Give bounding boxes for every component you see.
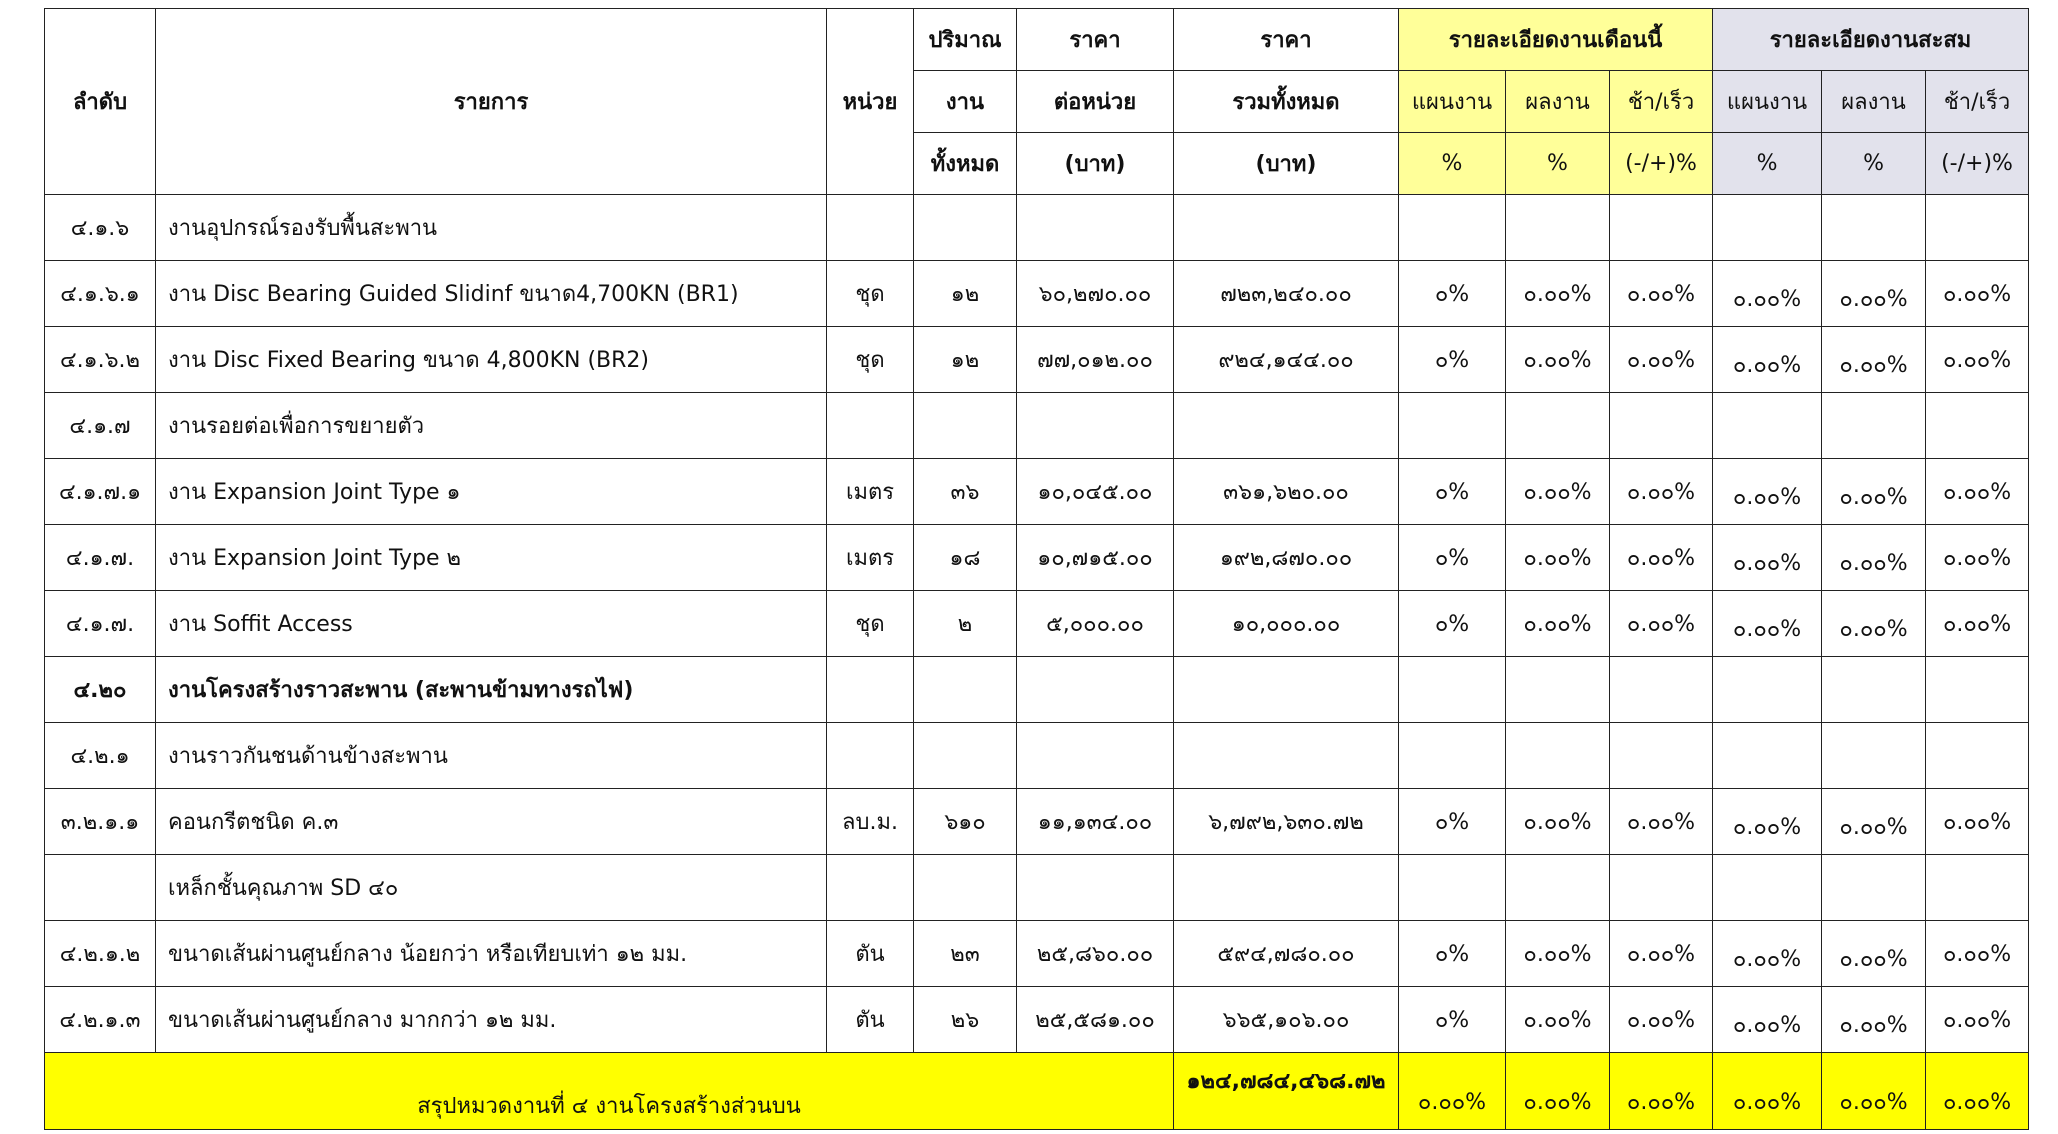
cell-unit-price: ๑๐,๐๔๕.๐๐ bbox=[1017, 459, 1174, 525]
cell-month-plan: ๐% bbox=[1399, 789, 1506, 855]
header-item: รายการ bbox=[156, 9, 827, 195]
cell-month-result: ๐.๐๐% bbox=[1506, 987, 1610, 1053]
cell-month-diff: ๐.๐๐% bbox=[1610, 327, 1713, 393]
cell-seq: ๔.๒๐ bbox=[45, 657, 156, 723]
summary-month-plan: ๐.๐๐% bbox=[1399, 1053, 1506, 1130]
cell-item: งานราวกันชนด้านข้างสะพาน bbox=[156, 723, 827, 789]
cell-cum-diff: ๐.๐๐% bbox=[1926, 261, 2029, 327]
cell-month-result: ๐.๐๐% bbox=[1506, 525, 1610, 591]
cell-month-diff: ๐.๐๐% bbox=[1610, 261, 1713, 327]
header-seq: ลำดับ bbox=[45, 9, 156, 195]
cell-cum-plan bbox=[1713, 723, 1822, 789]
cell-month-plan: ๐% bbox=[1399, 921, 1506, 987]
header-unit-price-line2: ต่อหน่วย bbox=[1017, 71, 1174, 133]
cell-cum-result: ๐.๐๐% bbox=[1822, 591, 1926, 657]
cell-month-result bbox=[1506, 195, 1610, 261]
cell-unit-price: ๖๐,๒๗๐.๐๐ bbox=[1017, 261, 1174, 327]
cell-cum-diff bbox=[1926, 657, 2029, 723]
header-month-diff-unit: (-/+)% bbox=[1610, 133, 1713, 195]
header-cum-diff-unit: (-/+)% bbox=[1926, 133, 2029, 195]
cell-unit bbox=[827, 195, 914, 261]
cell-unit bbox=[827, 393, 914, 459]
cell-qty: ๖๑๐ bbox=[914, 789, 1017, 855]
cell-cum-diff bbox=[1926, 723, 2029, 789]
cell-cum-plan: ๐.๐๐% bbox=[1713, 789, 1822, 855]
cell-month-plan: ๐% bbox=[1399, 261, 1506, 327]
summary-label: สรุปหมวดงานที่ ๔ งานโครงสร้างส่วนบน bbox=[45, 1053, 1174, 1130]
cell-month-plan: ๐% bbox=[1399, 525, 1506, 591]
cell-seq: ๔.๑.๗.๑ bbox=[45, 459, 156, 525]
cell-total bbox=[1174, 855, 1399, 921]
table-row bbox=[45, 657, 2029, 723]
cell-month-result: ๐.๐๐% bbox=[1506, 261, 1610, 327]
cell-unit-price bbox=[1017, 855, 1174, 921]
cell-unit-price: ๑๐,๗๑๕.๐๐ bbox=[1017, 525, 1174, 591]
cell-unit: ชุด bbox=[827, 327, 914, 393]
cell-cum-plan bbox=[1713, 855, 1822, 921]
cell-unit-price: ๒๕,๘๖๐.๐๐ bbox=[1017, 921, 1174, 987]
cell-item: งาน Expansion Joint Type ๒ bbox=[156, 525, 827, 591]
cell-unit: เมตร bbox=[827, 525, 914, 591]
cell-qty: ๒๖ bbox=[914, 987, 1017, 1053]
cell-cum-diff: ๐.๐๐% bbox=[1926, 789, 2029, 855]
summary-total: ๑๒๔,๗๘๔,๔๖๘.๗๒ bbox=[1174, 1053, 1399, 1130]
cell-item: งานโครงสร้างราวสะพาน (สะพานข้ามทางรถไฟ) bbox=[156, 657, 827, 723]
cell-qty: ๓๖ bbox=[914, 459, 1017, 525]
summary-row bbox=[45, 1053, 2029, 1130]
cell-cum-diff: ๐.๐๐% bbox=[1926, 987, 2029, 1053]
cell-cum-plan: ๐.๐๐% bbox=[1713, 525, 1822, 591]
cell-total: ๑๐,๐๐๐.๐๐ bbox=[1174, 591, 1399, 657]
summary-cum-plan: ๐.๐๐% bbox=[1713, 1053, 1822, 1130]
cell-total bbox=[1174, 393, 1399, 459]
cell-cum-result bbox=[1822, 393, 1926, 459]
cell-cum-plan: ๐.๐๐% bbox=[1713, 591, 1822, 657]
header-month-diff: ช้า/เร็ว bbox=[1610, 71, 1713, 133]
table-body bbox=[45, 195, 2029, 1053]
header-month-plan-unit: % bbox=[1399, 133, 1506, 195]
cell-cum-result: ๐.๐๐% bbox=[1822, 789, 1926, 855]
cell-month-plan bbox=[1399, 723, 1506, 789]
header-total-price-line1: ราคา bbox=[1174, 9, 1399, 71]
table-row bbox=[45, 789, 2029, 855]
cell-cum-diff bbox=[1926, 855, 2029, 921]
cell-month-diff: ๐.๐๐% bbox=[1610, 789, 1713, 855]
header-total-price-line2: รวมทั้งหมด bbox=[1174, 71, 1399, 133]
header-unit: หน่วย bbox=[827, 9, 914, 195]
table-row bbox=[45, 195, 2029, 261]
table-row bbox=[45, 525, 2029, 591]
cell-unit bbox=[827, 723, 914, 789]
cell-cum-diff: ๐.๐๐% bbox=[1926, 591, 2029, 657]
header-qty-line3: ทั้งหมด bbox=[914, 133, 1017, 195]
cell-unit-price bbox=[1017, 723, 1174, 789]
cell-month-result: ๐.๐๐% bbox=[1506, 459, 1610, 525]
cell-qty: ๒๓ bbox=[914, 921, 1017, 987]
cell-item: งาน Disc Bearing Guided Slidinf ขนาด4,700KN (BR1) bbox=[156, 261, 827, 327]
cell-cum-plan bbox=[1713, 657, 1822, 723]
cell-cum-plan: ๐.๐๐% bbox=[1713, 987, 1822, 1053]
cell-month-result bbox=[1506, 657, 1610, 723]
summary-month-result: ๐.๐๐% bbox=[1506, 1053, 1610, 1130]
table-header bbox=[45, 9, 2029, 195]
cell-item: งานอุปกรณ์รองรับพื้นสะพาน bbox=[156, 195, 827, 261]
cell-item: เหล็กชั้นคุณภาพ SD ๔๐ bbox=[156, 855, 827, 921]
cell-qty: ๒ bbox=[914, 591, 1017, 657]
cell-unit bbox=[827, 657, 914, 723]
summary-cum-result: ๐.๐๐% bbox=[1822, 1053, 1926, 1130]
cell-month-diff: ๐.๐๐% bbox=[1610, 921, 1713, 987]
cell-seq: ๔.๑.๗. bbox=[45, 525, 156, 591]
cell-month-result bbox=[1506, 723, 1610, 789]
table-row bbox=[45, 723, 2029, 789]
cell-unit: ชุด bbox=[827, 261, 914, 327]
header-qty-line1: ปริมาณ bbox=[914, 9, 1017, 71]
table-row bbox=[45, 261, 2029, 327]
cell-total: ๓๖๑,๖๒๐.๐๐ bbox=[1174, 459, 1399, 525]
table-row bbox=[45, 459, 2029, 525]
header-month-plan: แผนงาน bbox=[1399, 71, 1506, 133]
cell-unit: ตัน bbox=[827, 987, 914, 1053]
cell-month-result: ๐.๐๐% bbox=[1506, 921, 1610, 987]
cell-cum-plan bbox=[1713, 393, 1822, 459]
cell-cum-result: ๐.๐๐% bbox=[1822, 459, 1926, 525]
cell-qty: ๑๘ bbox=[914, 525, 1017, 591]
progress-report-table bbox=[44, 8, 2029, 1130]
cell-total bbox=[1174, 723, 1399, 789]
cell-month-diff bbox=[1610, 393, 1713, 459]
table-row bbox=[45, 393, 2029, 459]
cell-cum-diff: ๐.๐๐% bbox=[1926, 459, 2029, 525]
cell-month-diff bbox=[1610, 855, 1713, 921]
table-row bbox=[45, 591, 2029, 657]
cell-total: ๑๙๒,๘๗๐.๐๐ bbox=[1174, 525, 1399, 591]
cell-cum-result bbox=[1822, 657, 1926, 723]
cell-total bbox=[1174, 195, 1399, 261]
cell-month-plan bbox=[1399, 393, 1506, 459]
cell-unit-price bbox=[1017, 657, 1174, 723]
cell-month-result bbox=[1506, 393, 1610, 459]
cell-seq: ๔.๑.๗ bbox=[45, 393, 156, 459]
cell-cum-plan: ๐.๐๐% bbox=[1713, 459, 1822, 525]
summary-cum-diff: ๐.๐๐% bbox=[1926, 1053, 2029, 1130]
cell-cum-diff: ๐.๐๐% bbox=[1926, 327, 2029, 393]
cell-seq: ๔.๒.๑.๒ bbox=[45, 921, 156, 987]
cell-month-plan: ๐% bbox=[1399, 987, 1506, 1053]
cell-month-diff bbox=[1610, 723, 1713, 789]
cell-item: คอนกรีตชนิด ค.๓ bbox=[156, 789, 827, 855]
cell-cum-result: ๐.๐๐% bbox=[1822, 261, 1926, 327]
cell-qty bbox=[914, 723, 1017, 789]
cell-total: ๖,๗๙๒,๖๓๐.๗๒ bbox=[1174, 789, 1399, 855]
cell-cum-diff bbox=[1926, 195, 2029, 261]
cell-seq: ๔.๑.๖ bbox=[45, 195, 156, 261]
cell-qty bbox=[914, 393, 1017, 459]
cell-unit-price: ๕,๐๐๐.๐๐ bbox=[1017, 591, 1174, 657]
cell-month-result: ๐.๐๐% bbox=[1506, 327, 1610, 393]
header-group-cumulative: รายละเอียดงานสะสม bbox=[1713, 9, 2029, 71]
cell-item: งาน Expansion Joint Type ๑ bbox=[156, 459, 827, 525]
cell-month-diff: ๐.๐๐% bbox=[1610, 459, 1713, 525]
cell-seq: ๔.๒.๑.๓ bbox=[45, 987, 156, 1053]
header-qty-line2: งาน bbox=[914, 71, 1017, 133]
cell-cum-result bbox=[1822, 723, 1926, 789]
cell-unit-price bbox=[1017, 195, 1174, 261]
cell-seq: ๔.๑.๖.๒ bbox=[45, 327, 156, 393]
cell-unit-price bbox=[1017, 393, 1174, 459]
cell-item: งาน Soffit Access bbox=[156, 591, 827, 657]
cell-item: งานรอยต่อเพื่อการขยายตัว bbox=[156, 393, 827, 459]
cell-item: ขนาดเส้นผ่านศูนย์กลาง น้อยกว่า หรือเทียบเท่า ๑๒ มม. bbox=[156, 921, 827, 987]
header-unit-price-line3: (บาท) bbox=[1017, 133, 1174, 195]
cell-month-plan: ๐% bbox=[1399, 459, 1506, 525]
header-cum-result-unit: % bbox=[1822, 133, 1926, 195]
header-month-result-unit: % bbox=[1506, 133, 1610, 195]
header-cum-result: ผลงาน bbox=[1822, 71, 1926, 133]
cell-seq: ๔.๑.๗. bbox=[45, 591, 156, 657]
cell-qty bbox=[914, 855, 1017, 921]
table-row bbox=[45, 327, 2029, 393]
cell-cum-plan bbox=[1713, 195, 1822, 261]
cell-cum-result: ๐.๐๐% bbox=[1822, 327, 1926, 393]
cell-month-diff: ๐.๐๐% bbox=[1610, 525, 1713, 591]
cell-month-diff: ๐.๐๐% bbox=[1610, 987, 1713, 1053]
cell-cum-diff bbox=[1926, 393, 2029, 459]
cell-cum-diff: ๐.๐๐% bbox=[1926, 921, 2029, 987]
cell-item: ขนาดเส้นผ่านศูนย์กลาง มากกว่า ๑๒ มม. bbox=[156, 987, 827, 1053]
cell-unit: ลบ.ม. bbox=[827, 789, 914, 855]
cell-unit bbox=[827, 855, 914, 921]
cell-total: ๗๒๓,๒๔๐.๐๐ bbox=[1174, 261, 1399, 327]
header-group-month: รายละเอียดงานเดือนนี้ bbox=[1399, 9, 1713, 71]
cell-month-diff: ๐.๐๐% bbox=[1610, 591, 1713, 657]
cell-unit-price: ๗๗,๐๑๒.๐๐ bbox=[1017, 327, 1174, 393]
cell-cum-plan: ๐.๐๐% bbox=[1713, 921, 1822, 987]
header-cum-diff: ช้า/เร็ว bbox=[1926, 71, 2029, 133]
cell-total: ๕๙๔,๗๘๐.๐๐ bbox=[1174, 921, 1399, 987]
cell-unit-price: ๒๕,๕๘๑.๐๐ bbox=[1017, 987, 1174, 1053]
table-row bbox=[45, 987, 2029, 1053]
cell-month-plan bbox=[1399, 855, 1506, 921]
cell-month-plan bbox=[1399, 657, 1506, 723]
cell-seq: ๓.๒.๑.๑ bbox=[45, 789, 156, 855]
summary-month-diff: ๐.๐๐% bbox=[1610, 1053, 1713, 1130]
cell-cum-result bbox=[1822, 195, 1926, 261]
cell-cum-diff: ๐.๐๐% bbox=[1926, 525, 2029, 591]
cell-month-plan: ๐% bbox=[1399, 591, 1506, 657]
cell-total: ๙๒๔,๑๔๔.๐๐ bbox=[1174, 327, 1399, 393]
cell-month-plan: ๐% bbox=[1399, 327, 1506, 393]
cell-cum-plan: ๐.๐๐% bbox=[1713, 327, 1822, 393]
cell-unit: เมตร bbox=[827, 459, 914, 525]
cell-item: งาน Disc Fixed Bearing ขนาด 4,800KN (BR2) bbox=[156, 327, 827, 393]
cell-seq: ๔.๑.๖.๑ bbox=[45, 261, 156, 327]
cell-unit: ตัน bbox=[827, 921, 914, 987]
cell-cum-result bbox=[1822, 855, 1926, 921]
header-unit-price-line1: ราคา bbox=[1017, 9, 1174, 71]
cell-qty bbox=[914, 195, 1017, 261]
cell-seq: ๔.๒.๑ bbox=[45, 723, 156, 789]
cell-month-result: ๐.๐๐% bbox=[1506, 591, 1610, 657]
cell-seq bbox=[45, 855, 156, 921]
cell-cum-plan: ๐.๐๐% bbox=[1713, 261, 1822, 327]
cell-unit-price: ๑๑,๑๓๔.๐๐ bbox=[1017, 789, 1174, 855]
cell-qty bbox=[914, 657, 1017, 723]
cell-month-result: ๐.๐๐% bbox=[1506, 789, 1610, 855]
cell-cum-result: ๐.๐๐% bbox=[1822, 921, 1926, 987]
cell-total: ๖๖๕,๑๐๖.๐๐ bbox=[1174, 987, 1399, 1053]
cell-qty: ๑๒ bbox=[914, 327, 1017, 393]
header-cum-plan: แผนงาน bbox=[1713, 71, 1822, 133]
cell-month-diff bbox=[1610, 195, 1713, 261]
header-month-result: ผลงาน bbox=[1506, 71, 1610, 133]
table-row bbox=[45, 921, 2029, 987]
cell-month-plan bbox=[1399, 195, 1506, 261]
cell-cum-result: ๐.๐๐% bbox=[1822, 525, 1926, 591]
cell-total bbox=[1174, 657, 1399, 723]
cell-month-result bbox=[1506, 855, 1610, 921]
cell-cum-result: ๐.๐๐% bbox=[1822, 987, 1926, 1053]
cell-unit: ชุด bbox=[827, 591, 914, 657]
header-total-price-line3: (บาท) bbox=[1174, 133, 1399, 195]
cell-month-diff bbox=[1610, 657, 1713, 723]
cell-qty: ๑๒ bbox=[914, 261, 1017, 327]
table-row bbox=[45, 855, 2029, 921]
header-cum-plan-unit: % bbox=[1713, 133, 1822, 195]
